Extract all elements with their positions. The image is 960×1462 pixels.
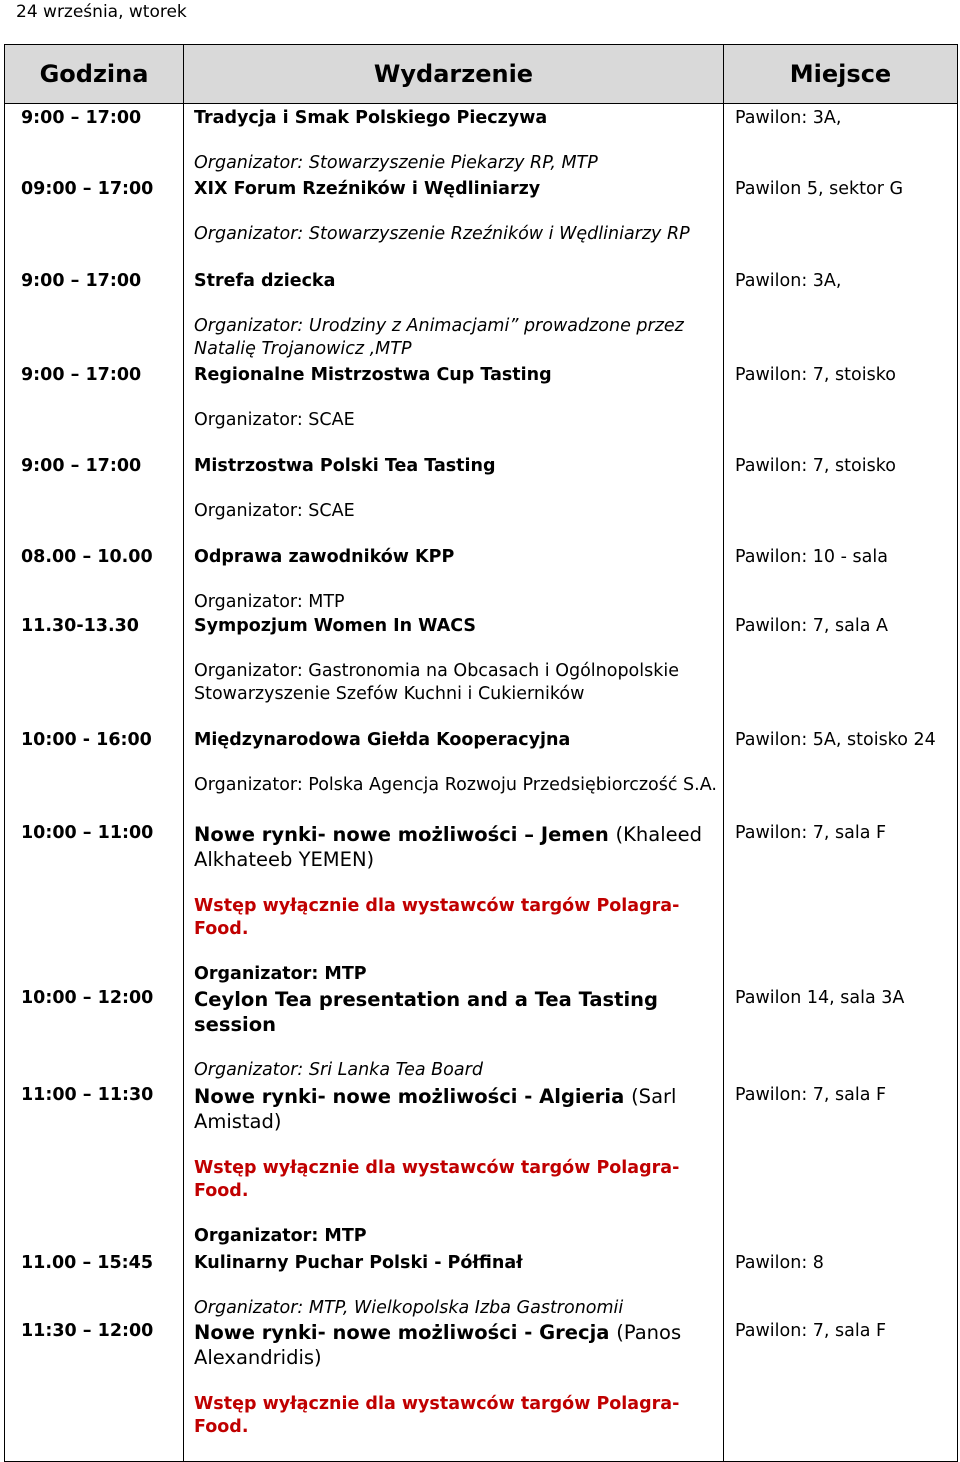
row-time: 9:00 – 17:00 — [5, 364, 184, 455]
event-title: Ceylon Tea presentation and a Tea Tasting session — [194, 987, 658, 1036]
row-place: Pawilon 5, sektor G — [724, 178, 958, 270]
access-note: Wstęp wyłącznie dla wystawców targów Polagra-Food. — [194, 1393, 680, 1437]
event-title: Mistrzostwa Polski Tea Tasting — [194, 455, 496, 476]
event-title: Strefa dziecka — [194, 270, 336, 291]
event-organizer: Organizator: Urodziny z Animacjami” prowadzone przez Natalię Trojanowicz ,MTP — [194, 315, 684, 359]
row-time: 9:00 – 17:00 — [5, 104, 184, 178]
table-row — [5, 546, 958, 615]
table-row — [5, 270, 958, 364]
page-date: 24 września, wtorek — [16, 2, 187, 22]
access-note: Wstęp wyłącznie dla wystawców targów Polagra-Food. — [194, 1157, 680, 1201]
event-organizer: Organizator: MTP — [194, 591, 345, 612]
row-event — [184, 178, 724, 270]
row-time: 11.30-13.30 — [5, 615, 184, 729]
event-organizer: Organizator: MTP, Wielkopolska Izba Gastronomii — [194, 1297, 624, 1318]
row-time: 10:00 - 16:00 — [5, 729, 184, 820]
event-organizer: Organizator: MTP — [194, 1225, 367, 1246]
event-title: XIX Forum Rzeźników i Wędliniarzy — [194, 178, 541, 199]
row-event — [184, 987, 724, 1084]
event-organizer: Organizator: Stowarzyszenie Rzeźników i Wędliniarzy RP — [194, 223, 690, 244]
event-organizer: Organizator: Polska Agencja Rozwoju Przedsiębiorczość S.A. — [194, 774, 717, 795]
event-title: Nowe rynki- nowe możliwości - Algieria (Sarl Amistad) — [194, 1084, 677, 1133]
event-organizer: Organizator: SCAE — [194, 500, 355, 521]
row-event — [184, 270, 724, 364]
row-place: Pawilon: 5A, stoisko 24 — [724, 729, 958, 820]
event-title: Międzynarodowa Giełda Kooperacyjna — [194, 729, 571, 750]
row-place: Pawilon: 7, stoisko — [724, 455, 958, 546]
row-event — [184, 455, 724, 546]
table-row — [5, 615, 958, 729]
table-row — [5, 104, 958, 178]
row-time: 10:00 – 11:00 — [5, 820, 184, 987]
event-title: Sympozjum Women In WACS — [194, 615, 477, 636]
row-event — [184, 1084, 724, 1252]
event-organizer: Organizator: MTP — [194, 963, 367, 984]
event-organizer: Organizator: Gastronomia na Obcasach i Ogólnopolskie Stowarzyszenie Szefów Kuchni i Cukierników — [194, 660, 680, 704]
header-event: Wydarzenie — [184, 45, 724, 104]
event-organizer: Organizator: Stowarzyszenie Piekarzy RP, MTP — [194, 153, 598, 173]
event-title: Nowe rynki- nowe możliwości – Jemen (Khaleed Alkhateeb YEMEN) — [194, 822, 703, 871]
row-event — [184, 104, 724, 178]
event-title: Regionalne Mistrzostwa Cup Tasting — [194, 364, 552, 385]
table-row — [5, 1320, 958, 1462]
event-organizer: Organizator: SCAE — [194, 409, 355, 430]
row-time: 11.00 – 15:45 — [5, 1252, 184, 1320]
table-row — [5, 729, 958, 820]
access-note: Wstęp wyłącznie dla wystawców targów Polagra-Food. — [194, 895, 680, 939]
row-time: 11:30 – 12:00 — [5, 1320, 184, 1462]
row-event — [184, 1320, 724, 1462]
event-title: Kulinarny Puchar Polski - Półfinał — [194, 1252, 523, 1273]
table-row — [5, 1252, 958, 1320]
table-row — [5, 820, 958, 987]
row-place: Pawilon: 3A, — [724, 270, 958, 364]
table-row — [5, 987, 958, 1084]
row-time: 08.00 – 10.00 — [5, 546, 184, 615]
event-organizer: Organizator: Sri Lanka Tea Board — [194, 1059, 483, 1080]
table-row — [5, 364, 958, 455]
row-time: 09:00 – 17:00 — [5, 178, 184, 270]
row-place: Pawilon: 7, sala F — [724, 1084, 958, 1252]
row-event — [184, 1252, 724, 1320]
row-place: Pawilon: 10 - sala — [724, 546, 958, 615]
table-header-row — [5, 45, 958, 104]
row-place: Pawilon: 3A, — [724, 104, 958, 178]
header-place: Miejsce — [724, 45, 958, 104]
row-time: 9:00 – 17:00 — [5, 455, 184, 546]
row-place: Pawilon 14, sala 3A — [724, 987, 958, 1084]
row-place: Pawilon: 7, sala A — [724, 615, 958, 729]
table-row — [5, 1084, 958, 1252]
row-place: Pawilon: 7, stoisko — [724, 364, 958, 455]
row-event — [184, 364, 724, 455]
row-event — [184, 729, 724, 820]
event-title: Odprawa zawodników KPP — [194, 546, 455, 567]
event-title: Nowe rynki- nowe możliwości - Grecja (Panos Alexandridis) — [194, 1320, 682, 1369]
row-time: 11:00 – 11:30 — [5, 1084, 184, 1252]
row-place: Pawilon: 8 — [724, 1252, 958, 1320]
row-event — [184, 820, 724, 987]
row-place: Pawilon: 7, sala F — [724, 820, 958, 987]
table-row — [5, 178, 958, 270]
row-time: 10:00 – 12:00 — [5, 987, 184, 1084]
events-table — [4, 44, 958, 1462]
row-event — [184, 615, 724, 729]
event-title: Tradycja i Smak Polskiego Pieczywa — [194, 108, 548, 128]
header-time: Godzina — [5, 45, 184, 104]
row-place: Pawilon: 7, sala F — [724, 1320, 958, 1462]
row-event — [184, 546, 724, 615]
table-row — [5, 455, 958, 546]
row-time: 9:00 – 17:00 — [5, 270, 184, 364]
